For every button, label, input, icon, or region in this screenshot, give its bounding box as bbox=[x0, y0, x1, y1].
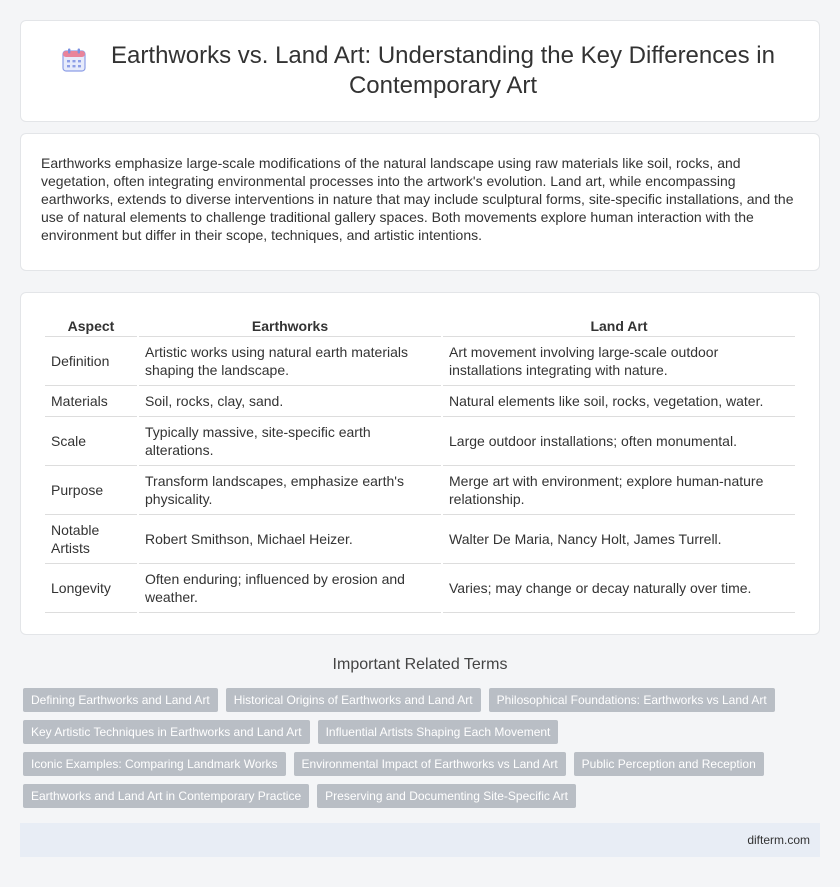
cell-land-art: Art movement involving large-scale outdoor installations integrating with nature. bbox=[443, 337, 795, 386]
cell-earthworks: Robert Smithson, Michael Heizer. bbox=[139, 515, 441, 564]
table-row bbox=[45, 564, 795, 613]
calendar-icon bbox=[61, 47, 87, 73]
cell-earthworks: Transform landscapes, emphasize earth's physicality. bbox=[139, 466, 441, 515]
header-land-art: Land Art bbox=[443, 313, 795, 337]
related-terms-title: Important Related Terms bbox=[332, 656, 508, 673]
page-title: Earthworks vs. Land Art: Understanding the Key Differences in Contemporary Art bbox=[111, 42, 775, 99]
related-tag[interactable]: Key Artistic Techniques in Earthworks and Land Art bbox=[23, 720, 310, 744]
comparison-table-card bbox=[20, 292, 820, 635]
cell-land-art: Large outdoor installations; often monumental. bbox=[443, 417, 795, 466]
cell-earthworks: Typically massive, site-specific earth alterations. bbox=[139, 417, 441, 466]
related-tag[interactable]: Earthworks and Land Art in Contemporary Practice bbox=[23, 784, 309, 808]
header-card bbox=[20, 20, 820, 122]
related-tag[interactable]: Public Perception and Reception bbox=[574, 752, 764, 776]
cell-aspect: Scale bbox=[45, 417, 137, 466]
intro-card bbox=[20, 133, 820, 271]
cell-aspect: Definition bbox=[45, 337, 137, 386]
table-row bbox=[45, 337, 795, 386]
cell-earthworks: Soil, rocks, clay, sand. bbox=[139, 386, 441, 417]
header-aspect: Aspect bbox=[45, 313, 137, 337]
table-header-row bbox=[45, 313, 795, 337]
related-terms-tags bbox=[23, 688, 823, 808]
table-row bbox=[45, 515, 795, 564]
header-earthworks: Earthworks bbox=[139, 313, 441, 337]
cell-land-art: Merge art with environment; explore human-nature relationship. bbox=[443, 466, 795, 515]
related-tag[interactable]: Environmental Impact of Earthworks vs Land Art bbox=[294, 752, 566, 776]
related-tag[interactable]: Iconic Examples: Comparing Landmark Works bbox=[23, 752, 286, 776]
related-tag[interactable]: Historical Origins of Earthworks and Land Art bbox=[226, 688, 481, 712]
related-tag[interactable]: Influential Artists Shaping Each Movement bbox=[318, 720, 559, 744]
footer-site-link[interactable]: difterm.com bbox=[747, 833, 810, 847]
cell-land-art: Varies; may change or decay naturally over time. bbox=[443, 564, 795, 613]
related-tag[interactable]: Philosophical Foundations: Earthworks vs Land Art bbox=[489, 688, 775, 712]
table-row bbox=[45, 386, 795, 417]
footer bbox=[20, 823, 820, 857]
comparison-table bbox=[43, 313, 797, 613]
cell-aspect: Materials bbox=[45, 386, 137, 417]
cell-earthworks: Often enduring; influenced by erosion and weather. bbox=[139, 564, 441, 613]
cell-land-art: Walter De Maria, Nancy Holt, James Turrell. bbox=[443, 515, 795, 564]
related-tag[interactable]: Defining Earthworks and Land Art bbox=[23, 688, 218, 712]
intro-text: Earthworks emphasize large-scale modifications of the natural landscape using raw materials like soil, rocks, and vegetation, often integrating environmental processes into the artwork's evolution. Land art, while encompassing earthworks, extends to diverse interventions in nature that may include sculptural forms, site-specific installations, and the use of natural elements to challenge traditional gallery spaces. Both movements explore human interaction with the environment but differ in their scope, techniques, and artistic intentions. bbox=[41, 155, 794, 243]
table-row bbox=[45, 417, 795, 466]
cell-aspect: Longevity bbox=[45, 564, 137, 613]
cell-land-art: Natural elements like soil, rocks, vegetation, water. bbox=[443, 386, 795, 417]
table-row bbox=[45, 466, 795, 515]
cell-aspect: Purpose bbox=[45, 466, 137, 515]
cell-aspect: Notable Artists bbox=[45, 515, 137, 564]
related-tag[interactable]: Preserving and Documenting Site-Specific Art bbox=[317, 784, 576, 808]
cell-earthworks: Artistic works using natural earth materials shaping the landscape. bbox=[139, 337, 441, 386]
